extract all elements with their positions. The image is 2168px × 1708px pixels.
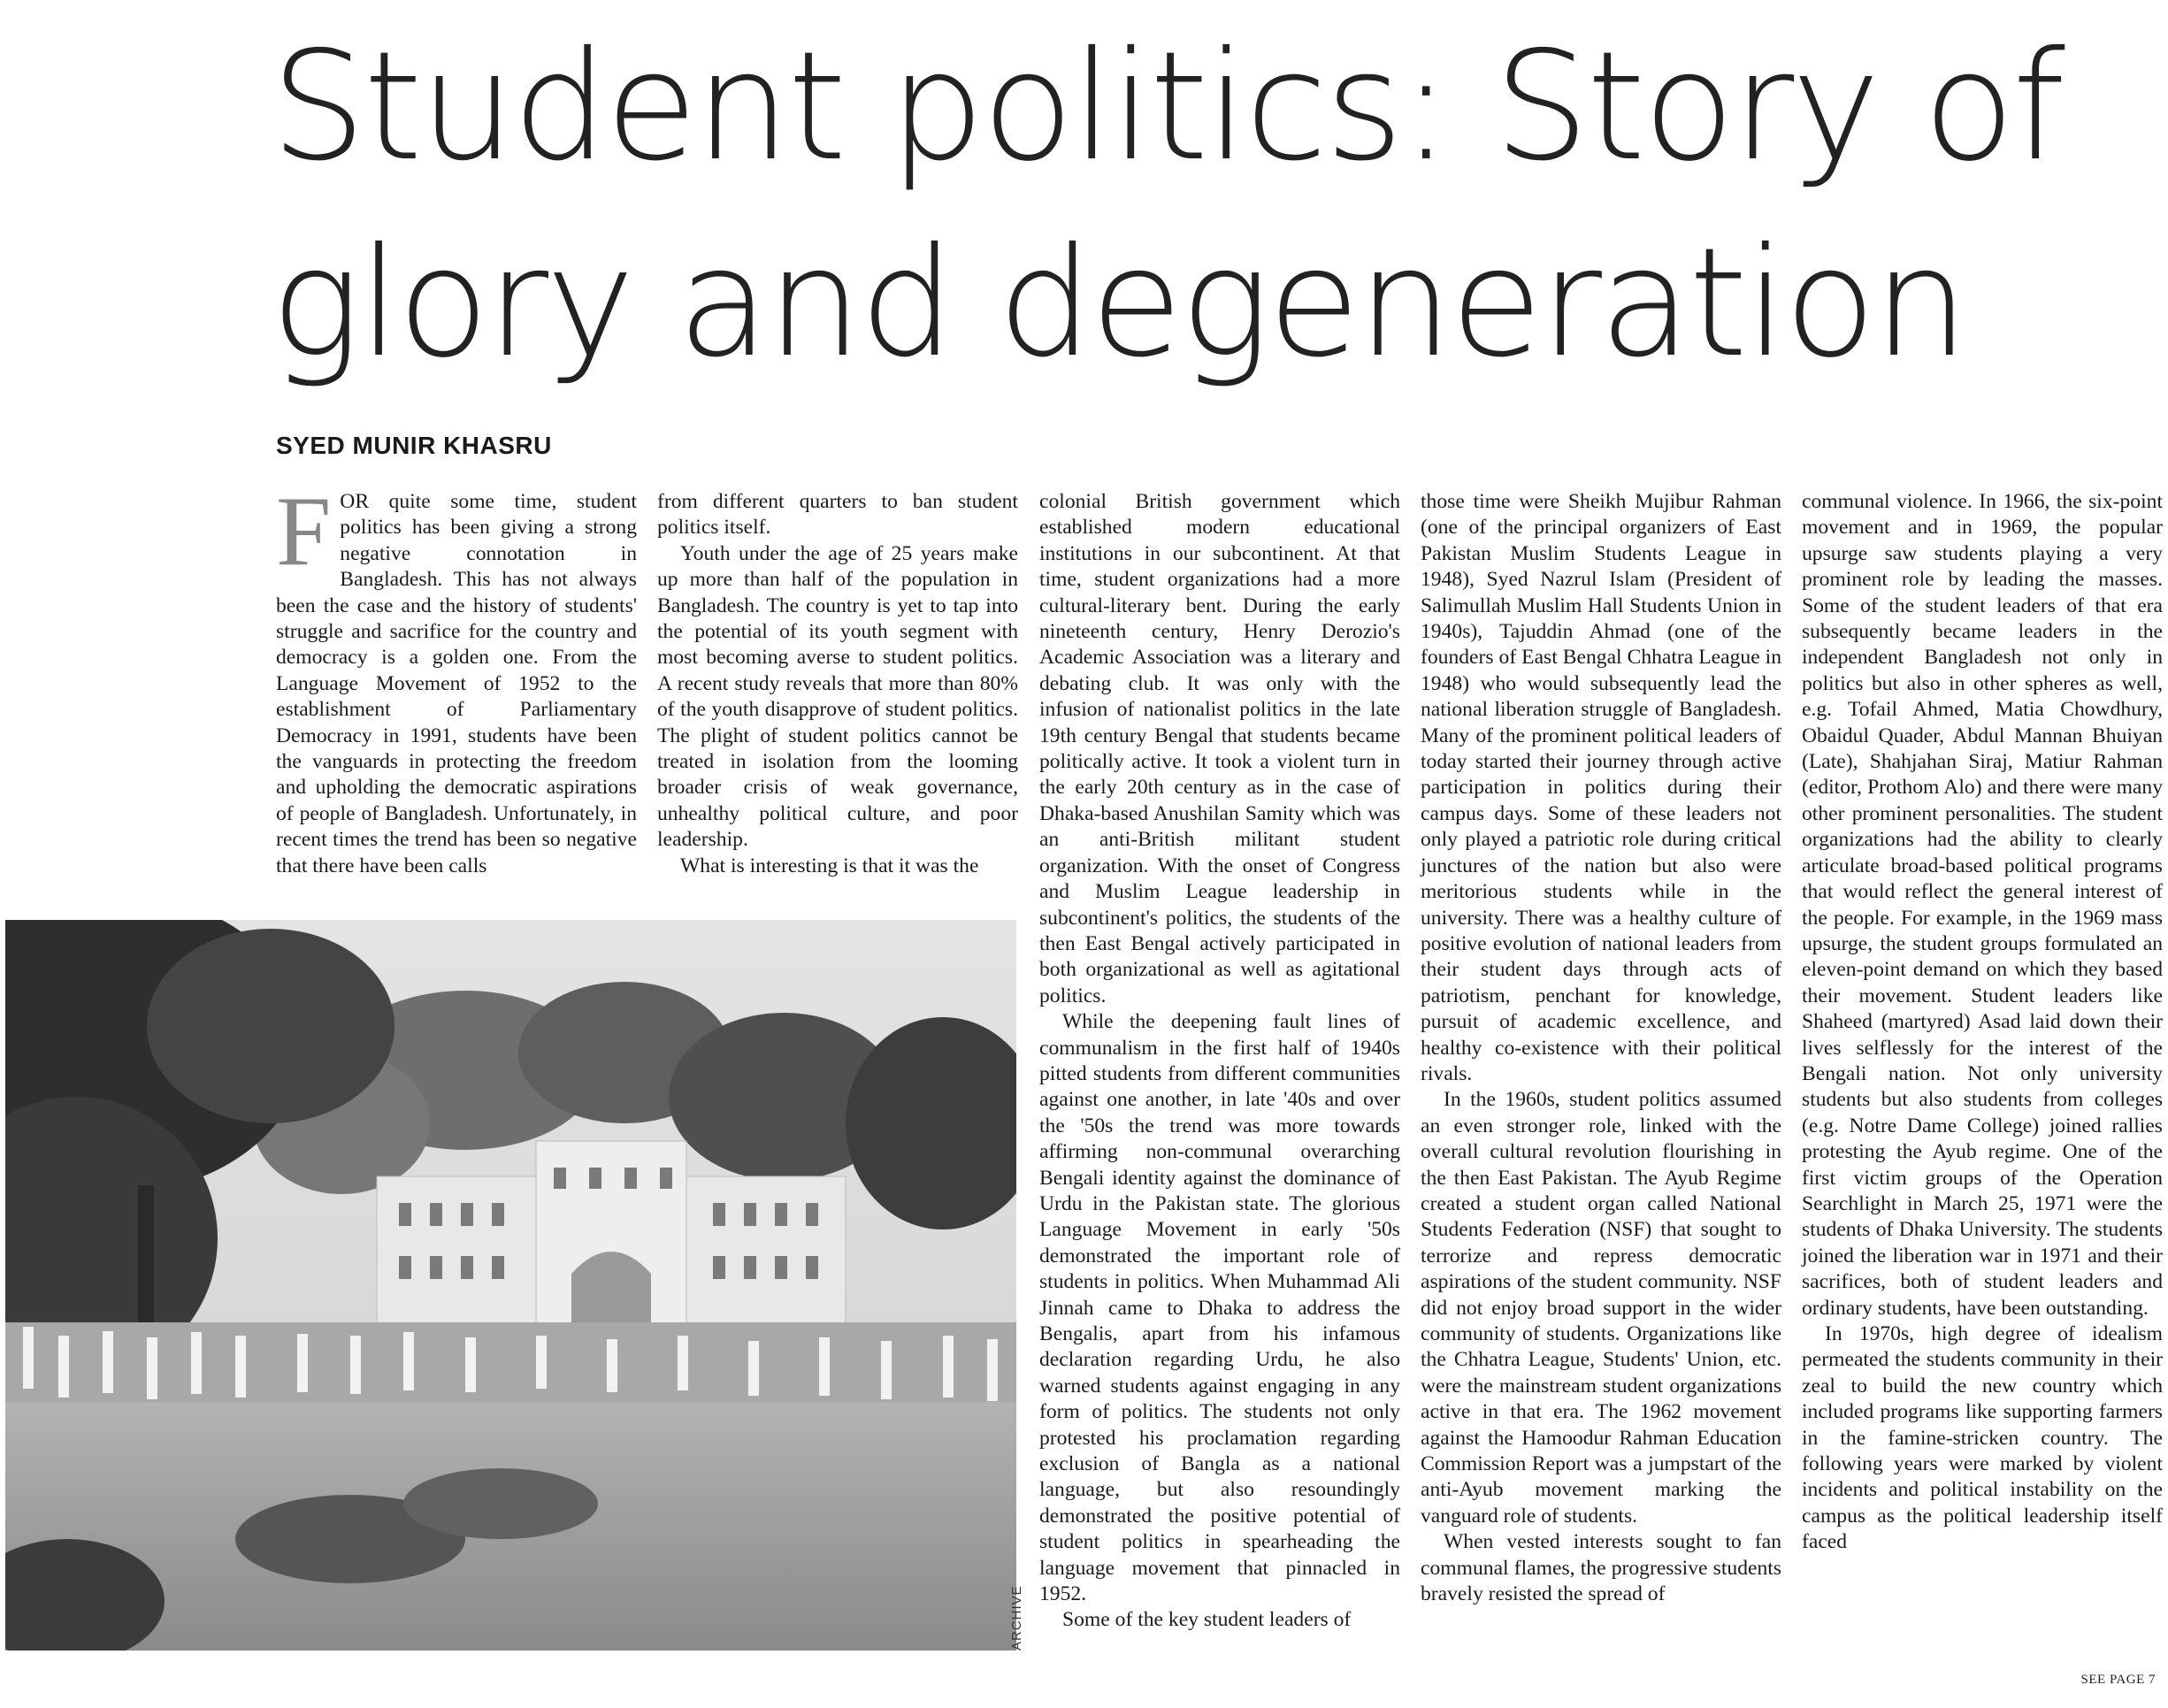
paragraph: those time were Sheikh Mujibur Rahman (one of the principal organizers of East Pakistan Muslim Students League in 1948), Syed Nazrul Islam (President of Salimullah Muslim Hall Students Union in 1940s), Tajuddin Ahmad (one of the founders of East Bengal Chhatra League in 1948) who would subsequently lead the national liberation struggle of Bangladesh. Many of the prominent political leaders of today started their journey through active participation in politics during their campus days. Some of these leaders not only played a patriotic role during critical junctures of the nation but also were meritorious students while in the university. There was a healthy culture of positive evolution of national leaders from their student days through acts of patriotism, penchant for knowledge, pursuit of academic excellence, and healthy co-existence with their political rivals. [1421,490,1781,1085]
drop-cap: F [276,477,332,586]
headline-line-2: glory and degeneration [271,216,1966,391]
headline-line-1: Student politics: Story of [271,19,2063,195]
paragraph: When vested interests sought to fan communal flames, the progressive students bravely resisted the spread of [1421,1530,1781,1606]
article-column-2 [657,489,1018,879]
article-column-5 [1802,489,2163,1556]
paragraph: In 1970s, high degree of idealism permeated the students community in their zeal to build the new country which included programs like supporting farmers in the famine-stricken country. The following years were marked by violent incidents and political instability on the campus as the political leadership itself faced [1802,1322,2163,1554]
paragraph: Youth under the age of 25 years make up more than half of the population in Bangladesh. The country is yet to tap into the potential of its youth segment with most becoming averse to student politics. A recent study reveals that more than 80% of the youth disapprove of student politics. The plight of student politics cannot be treated in isolation from the looming broader crisis of weak governance, unhealthy political culture, and poor leadership. [657,541,1018,852]
paragraph: Some of the key student leaders of [1062,1608,1352,1632]
headline [271,9,2146,402]
paragraph: from different quarters to ban student politics itself. [657,490,1018,540]
paragraph: communal violence. In 1966, the six-point movement and in 1969, the popular upsurge saw students playing a very prominent role by leading the masses. Some of the student leaders of that era subsequently became leaders in the independent Bangladesh not only in politics but also in other spheres as well, e.g. Tofail Ahmed, Matia Chowdhury, Obaidul Quader, Abdul Mannan Bhuiyan (Late), Shahjahan Siraj, Matiur Rahman (editor, Prothom Alo) and there were many other prominent personalities. The student organizations had the ability to clearly articulate broad-based political programs that would reflect the general interest of the people. For example, in the 1969 mass upsurge, the student groups formulated an eleven-point demand on which they based their movement. Student leaders like Shaheed (martyred) Asad laid down their lives selflessly for the interest of the Bengali nation. Not only university students but also students from colleges (e.g. Notre Dame College) joined rallies protesting the Ayub regime. One of the first victim groups of the Operation Searchlight in March 25, 1971 were the students of Dhaka University. The students joined the liberation war in 1971 and their sacrifices, both of student leaders and ordinary students, have been outstanding. [1802,490,2163,1320]
paragraph-text: OR quite some time, student politics has been giving a strong negative connotation in Bangladesh. This has not always been the case and the history of students' struggle and sacrifice for the country and democracy is a golden one. From the Language Movement of 1952 to the establishment of Parliamentary Democracy in 1991, students have been the vanguards in protecting the freedom and upholding the democratic aspirations of people of Bangladesh. Unfortunately, in recent times the trend has been so negative that there have been calls [276,490,637,877]
paragraph: In the 1960s, student politics assumed an even stronger role, linked with the overall cultural revolution flourishing in the then East Pakistan. The Ayub Regime created a student organ called National Students Federation (NSF) that sought to terrorize and repress democratic aspirations of the student community. NSF did not enjoy broad support in the wider community of students. Organizations like the Chhatra League, Students' Union, etc. were the mainstream student organizations active in that era. The 1962 movement against the Hamoodur Rahman Education Commission Report was a jumpstart of the anti-Ayub movement marking the vanguard role of students. [1421,1088,1781,1528]
article-column-3 [1039,489,1400,1634]
paragraph: What is interesting is that it was the [680,854,979,877]
paragraph: While the deepening fault lines of communalism in the first half of 1940s pitted students from different communities against one another, in late '40s and over the '50s the trend was more towards affirming non-communal overarching Bengali identity against the dominance of Urdu in the Pakistan state. The glorious Language Movement in early '50s demonstrated the important role of students in politics. When Muhammad Ali Jinnah came to Dhaka to address the Bengalis, apart from his infamous declaration regarding Urdu, he also warned students against engaging in any form of politics. The students not only protested his proclamation regarding exclusion of Bangla as a national language, but also resoundingly demonstrated the positive potential of student politics in spearheading the language movement that pinnacled in 1952. [1039,1010,1400,1606]
article-column-1 [276,477,637,879]
archive-photo-illustration [5,920,1016,1651]
archive-photo [5,920,1016,1651]
photo-credit: ARCHIVE [1009,1585,1024,1651]
article-column-4 [1421,489,1781,1607]
paragraph: colonial British government which established modern educational institutions in our subcontinent. At that time, student organizations had a more cultural-literary bent. During the early nineteenth century, Henry Derozio's Academic Association was a literary and debating club. It was only with the infusion of nationalist politics in the late 19th century Bengal that students became politically active. It took a violent turn in the early 20th century as in the case of Dhaka-based Anushilan Samity which was an anti-British militant student organization. With the onset of Congress and Muslim League leadership in subcontinent's politics, the students of the then East Bengal actively participated in both organizational as well as agitational politics. [1039,490,1400,1007]
paragraph [276,477,637,879]
byline: SYED MUNIR KHASRU [276,432,552,459]
continuation-note: SEE PAGE 7 [2080,1673,2156,1687]
